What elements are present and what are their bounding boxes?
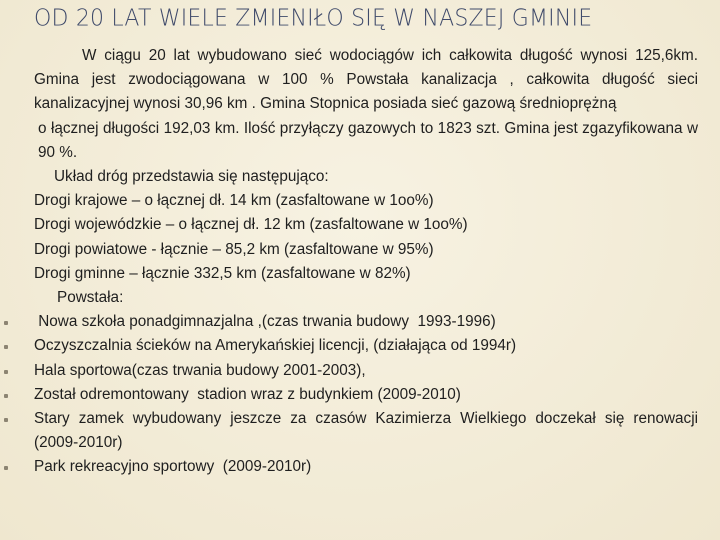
list-item-text: Został odremontowany stadion wraz z budynkiem (2009-2010) bbox=[34, 385, 461, 403]
list-item-text: Park rekreacyjno sportowy (2009-2010r) bbox=[34, 458, 312, 476]
list-item bbox=[34, 383, 698, 407]
paragraph-water-sewage: W ciągu 20 lat wybudowano sieć wodociągów ich całkowita długość wynosi 125,6km. Gmina jest zwodociągowana w 100 % Powstała kanalizacja , całkowita długość sieci kanalizacyjnej wynosi 30,96 km . Gmina Stopnica posiada sieć gazową średnioprężną bbox=[34, 47, 698, 113]
bullet-icon bbox=[4, 466, 8, 470]
list-item-text: Oczyszczalnia ścieków na Amerykańskiej licencji, (działająca od 1994r) bbox=[34, 337, 517, 355]
road-item: Drogi krajowe – o łącznej dł. 14 km (zasfaltowane w 1oo%) bbox=[34, 192, 434, 210]
built-heading: Powstała: bbox=[57, 289, 124, 307]
list-item-text: Stary zamek wybudowany jeszcze za czasów Kazimierza Wielkiego doczekał się renowacji (2009-2010r) bbox=[34, 410, 698, 452]
list-item bbox=[34, 455, 698, 479]
bullet-icon bbox=[4, 394, 8, 398]
bullet-icon bbox=[4, 345, 8, 349]
slide-title: OD 20 LAT WIELE ZMIENIŁO SIĘ W NASZEJ GMINIE bbox=[34, 5, 593, 32]
list-item bbox=[34, 334, 698, 358]
slide-body bbox=[34, 44, 698, 480]
list-item-text: Hala sportowa(czas trwania budowy 2001-2003), bbox=[34, 361, 366, 379]
built-list bbox=[34, 310, 698, 479]
road-item: Drogi gminne – łącznie 332,5 km (zasfaltowane w 82%) bbox=[34, 264, 411, 282]
list-item bbox=[34, 310, 698, 334]
bullet-icon bbox=[4, 370, 8, 374]
paragraph-gas: o łącznej długości 192,03 km. Ilość przyłączy gazowych to 1823 szt. Gmina jest zgazyfikowana w 90 %. bbox=[38, 119, 698, 161]
road-item: Drogi powiatowe - łącznie – 85,2 km (zasfaltowane w 95%) bbox=[34, 240, 434, 258]
road-item: Drogi wojewódzkie – o łącznej dł. 12 km (zasfaltowane w 1oo%) bbox=[34, 216, 468, 234]
bullet-icon bbox=[4, 321, 8, 325]
list-item-text: Nowa szkoła ponadgimnazjalna ,(czas trwania budowy 1993-1996) bbox=[34, 313, 496, 331]
roads-intro: Układ dróg przedstawia się następująco: bbox=[54, 168, 329, 186]
list-item bbox=[34, 359, 698, 383]
bullet-icon bbox=[4, 418, 8, 422]
list-item bbox=[34, 407, 698, 455]
